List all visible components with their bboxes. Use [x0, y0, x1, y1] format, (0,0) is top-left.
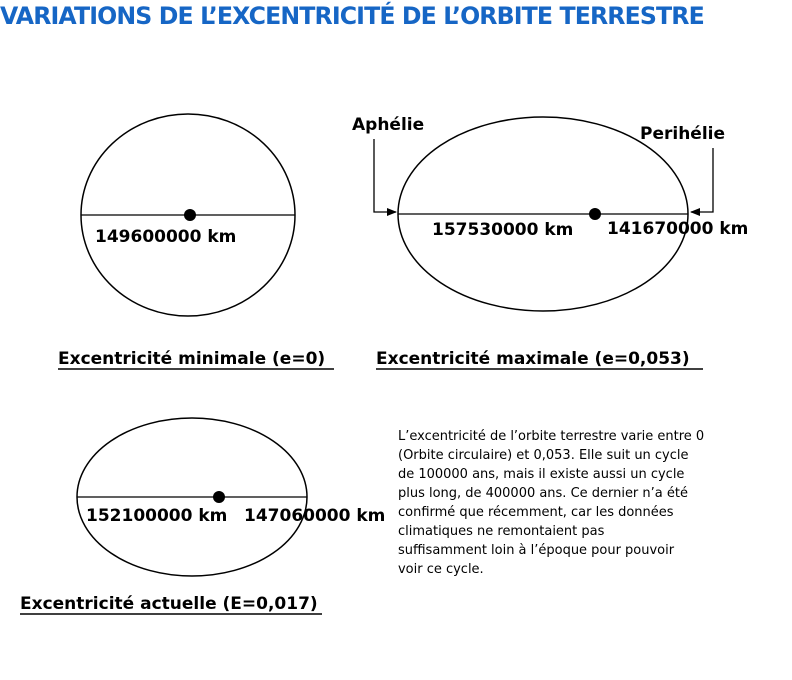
distance-minimal: 149600000 km [95, 227, 237, 247]
distance-perihelion-current: 147060000 km [244, 506, 386, 526]
caption-maximal: Excentricité maximale (e=0,053) [376, 349, 690, 369]
description-line: confirmé que récemment, car les données [398, 505, 674, 520]
orbit-current [20, 418, 385, 614]
description-paragraph [398, 427, 792, 579]
perihelion-arrow [691, 148, 713, 212]
sun-dot-current [213, 491, 225, 503]
page-title: VARIATIONS DE L’EXCENTRICITÉ DE L’ORBITE TERRESTRE [0, 2, 704, 30]
sun-dot-maximal [589, 208, 601, 220]
description-line: voir ce cycle. [398, 562, 484, 577]
aphelion-label: Aphélie [352, 115, 425, 135]
caption-current: Excentricité actuelle (E=0,017) [20, 594, 318, 614]
distance-aphelion-maximal: 157530000 km [432, 220, 574, 240]
distance-perihelion-maximal: 141670000 km [607, 219, 749, 239]
perihelion-label: Perihélie [640, 124, 726, 144]
description-line: (Orbite circulaire) et 0,053. Elle suit un cycle [398, 448, 689, 463]
orbit-minimal [58, 114, 334, 369]
orbit-maximal [352, 115, 748, 369]
description-line: suffisamment loin à l’époque pour pouvoir [398, 543, 675, 558]
description-line: de 100000 ans, mais il existe aussi un cycle [398, 467, 685, 482]
caption-minimal: Excentricité minimale (e=0) [58, 349, 326, 369]
distance-aphelion-current: 152100000 km [86, 506, 228, 526]
description-line: plus long, de 400000 ans. Ce dernier n’a été [398, 486, 688, 501]
description-line: climatiques ne remontaient pas [398, 524, 605, 539]
sun-dot-minimal [184, 209, 196, 221]
description-line: L’excentricité de l’orbite terrestre varie entre 0 [398, 429, 705, 444]
aphelion-arrow [374, 139, 396, 212]
